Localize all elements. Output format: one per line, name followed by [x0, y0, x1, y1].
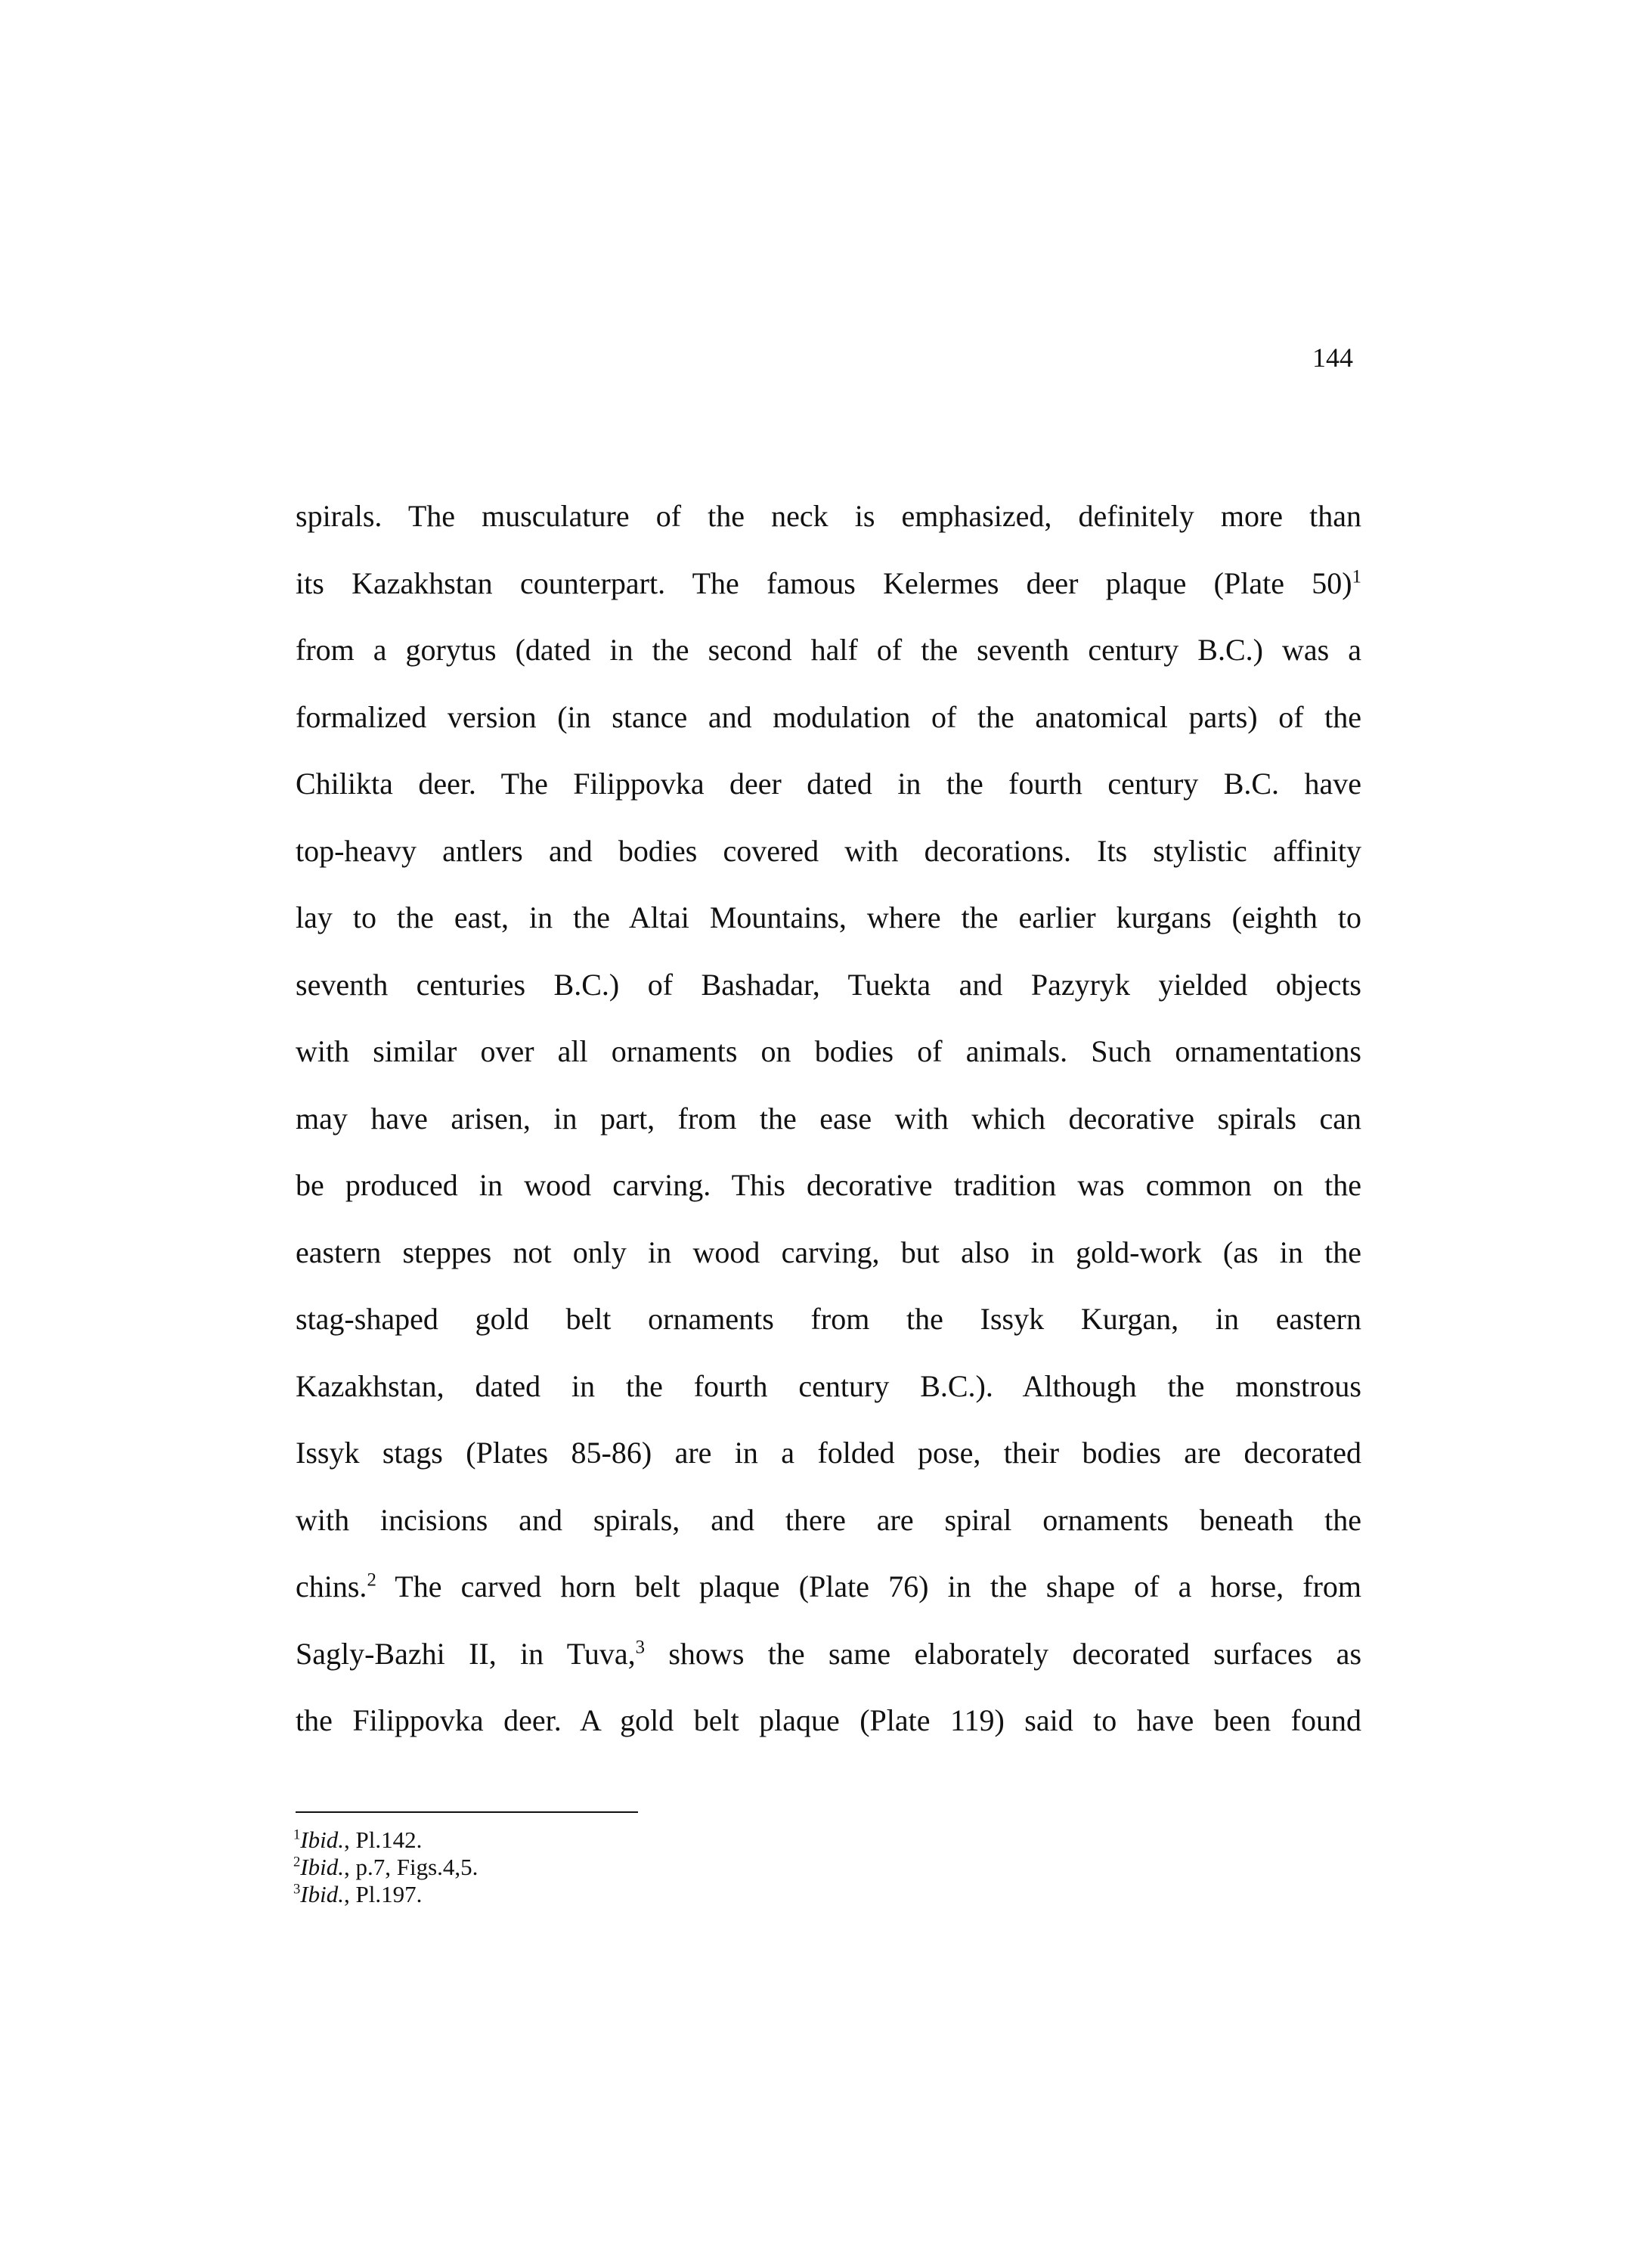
line-text: spirals. The musculature of the neck is emphasized, definitely more than: [296, 499, 1361, 533]
line-prefix: chins.: [296, 1569, 367, 1603]
footnote-marker: 3: [635, 1637, 645, 1658]
text-line: [296, 1371, 1361, 1402]
footnote-number: 3: [293, 1881, 301, 1898]
line-text: seventh centuries B.C.) of Bashadar, Tuekta and Pazyryk yielded objects: [296, 968, 1361, 1002]
text-line: [296, 1235, 1361, 1269]
page-number: 144: [1312, 342, 1353, 373]
text-line: [296, 1438, 1361, 1468]
text-line: [296, 1170, 1361, 1201]
text-line: [296, 1569, 1362, 1603]
footnote-text: , p.7, Figs.4,5.: [343, 1854, 479, 1880]
text-line: [296, 769, 1361, 799]
text-line: [296, 702, 1361, 733]
footnote-text: , Pl.142.: [343, 1826, 423, 1853]
line-text: may have arisen, in part, from the ease with which decorative spirals can: [296, 1101, 1361, 1136]
line-text: the Filippovka deer. A gold belt plaque (Plate 119) said to have been found: [296, 1703, 1361, 1737]
line-text: with incisions and spirals, and there are spiral ornaments beneath the: [296, 1503, 1361, 1537]
footnote: [293, 1828, 422, 1851]
line-text: from a gorytus (dated in the second half of the seventh century B.C.) was a: [296, 633, 1361, 667]
footnote-marker: 2: [367, 1569, 376, 1591]
text-line: [296, 501, 1361, 531]
footnote: [293, 1855, 478, 1879]
text-line: [296, 566, 1361, 600]
footnote: [293, 1882, 422, 1906]
text-line: [296, 1036, 1361, 1067]
line-text: Kazakhstan, dated in the fourth century B.C.). Although the monstrous: [296, 1369, 1361, 1403]
text-line: [296, 900, 1361, 934]
line-text: The carved horn belt plaque (Plate 76) in the shape of a horse, from: [395, 1569, 1362, 1603]
footnote-marker: 1: [1352, 566, 1361, 587]
footnote-ref: Ibid.: [300, 1854, 344, 1880]
footnote-ref: Ibid.: [300, 1881, 344, 1907]
text-line: [296, 1505, 1361, 1535]
text-line: [296, 970, 1361, 1000]
line-text: shows the same elaborately decorated surfaces as: [668, 1637, 1362, 1671]
line-text: with similar over all ornaments on bodies of animals. Such ornamentations: [296, 1034, 1361, 1068]
line-text: top-heavy antlers and bodies covered with decorations. Its stylistic affinity: [296, 834, 1361, 868]
line-text: lay to the east, in the Altai Mountains, where the earlier kurgans (eighth to: [296, 900, 1361, 934]
text-line: [296, 635, 1361, 665]
footnote-text: , Pl.197.: [343, 1881, 423, 1907]
footnote-ref: Ibid.: [300, 1826, 344, 1853]
line-text: stag-shaped gold belt ornaments from the Issyk Kurgan, in eastern: [296, 1302, 1361, 1336]
text-line: [296, 1101, 1361, 1136]
footnote-number: 2: [293, 1854, 301, 1870]
footnote-separator: [296, 1811, 638, 1813]
text-line: [296, 836, 1361, 866]
line-text: its Kazakhstan counterpart. The famous Kelermes deer plaque (Plate 50): [296, 566, 1352, 600]
line-text: eastern steppes not only in wood carving, but also in gold-work (as in the: [296, 1235, 1361, 1269]
line-text: formalized version (in stance and modulation of the anatomical parts) of the: [296, 700, 1361, 734]
footnote-number: 1: [293, 1826, 301, 1843]
text-line: [296, 1639, 1361, 1669]
line-text: be produced in wood carving. This decorative tradition was common on the: [296, 1168, 1361, 1202]
text-line: [296, 1304, 1361, 1334]
line-text: Chilikta deer. The Filippovka deer dated in the fourth century B.C. have: [296, 767, 1361, 801]
line-prefix: Sagly-Bazhi II, in Tuva,: [296, 1637, 636, 1671]
text-line: [296, 1703, 1361, 1737]
line-text: Issyk stags (Plates 85-86) are in a folded pose, their bodies are decorated: [296, 1436, 1361, 1470]
